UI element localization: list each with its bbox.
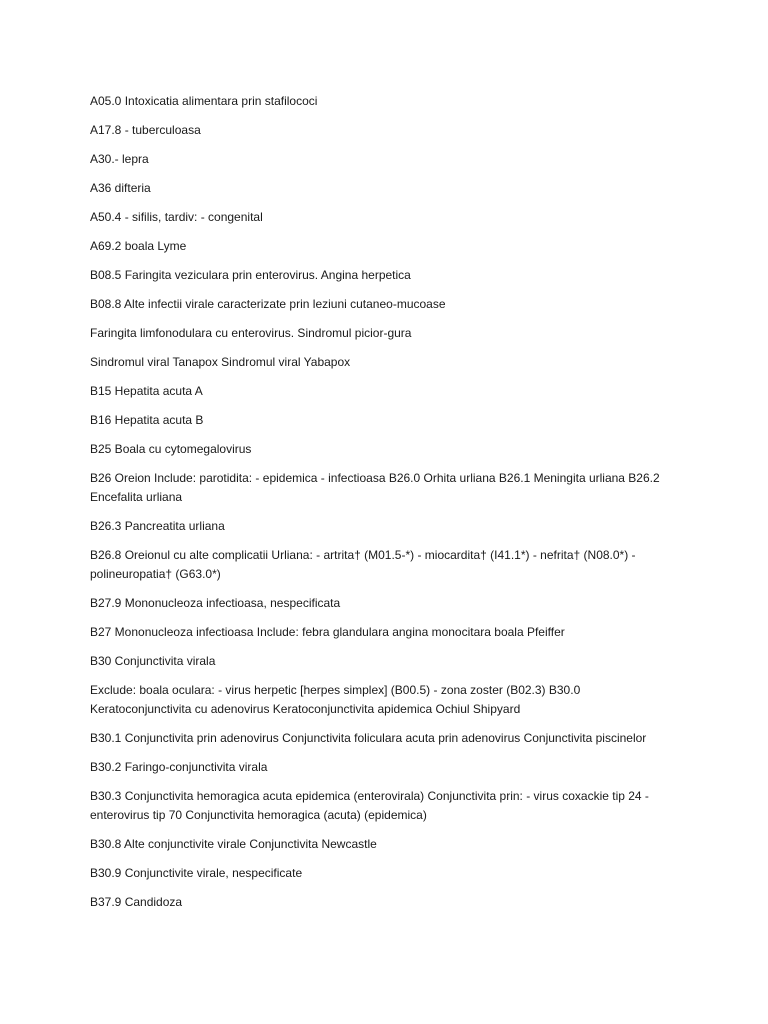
paragraph: B26.8 Oreionul cu alte complicatii Urliana: - artrita† (M01.5-*) - miocardita† (I41.1*) - nefrita† (N08.0*) - polineuropatia† (G63.0*) <box>90 548 636 581</box>
paragraph: B37.9 Candidoza <box>90 895 183 909</box>
paragraph: B30.9 Conjunctivite virale, nespecificate <box>90 866 303 880</box>
paragraph: A30.- lepra <box>90 152 149 166</box>
paragraph: A69.2 boala Lyme <box>90 239 187 253</box>
paragraph: B26 Oreion Include: parotidita: - epidemica - infectioasa B26.0 Orhita urliana B26.1 Meningita urliana B26.2 Encefalita urliana <box>90 471 660 504</box>
paragraph: B25 Boala cu cytomegalovirus <box>90 442 252 456</box>
paragraph: B26.3 Pancreatita urliana <box>90 519 225 533</box>
document-body <box>90 92 682 922</box>
paragraph: Exclude: boala oculara: - virus herpetic [herpes simplex] (B00.5) - zona zoster (B02.3) B30.0 Keratoconjunctivita cu adenovirus Keratoconjunctivita apidemica Ochiul Shipyard <box>90 683 581 716</box>
paragraph: B27.9 Mononucleoza infectioasa, nespecificata <box>90 596 341 610</box>
paragraph: B16 Hepatita acuta B <box>90 413 204 427</box>
paragraph: B30.3 Conjunctivita hemoragica acuta epidemica (enterovirala) Conjunctivita prin: - virus coxackie tip 24 - enterovirus tip 70 Conjunctivita hemoragica (acuta) (epidemica) <box>90 789 649 822</box>
paragraph: A05.0 Intoxicatia alimentara prin stafilococi <box>90 94 318 108</box>
paragraph: B30.2 Faringo-conjunctivita virala <box>90 760 268 774</box>
paragraph: Sindromul viral Tanapox Sindromul viral Yabapox <box>90 355 351 369</box>
paragraph: B27 Mononucleoza infectioasa Include: febra glandulara angina monocitara boala Pfeiffer <box>90 625 565 639</box>
paragraph: B15 Hepatita acuta A <box>90 384 203 398</box>
paragraph: B08.8 Alte infectii virale caracterizate prin leziuni cutaneo-mucoase <box>90 297 446 311</box>
paragraph: B30.8 Alte conjunctivite virale Conjunctivita Newcastle <box>90 837 377 851</box>
paragraph: A36 difteria <box>90 181 151 195</box>
paragraph: B30 Conjunctivita virala <box>90 654 216 668</box>
paragraph: B08.5 Faringita veziculara prin enterovirus. Angina herpetica <box>90 268 411 282</box>
paragraph: B30.1 Conjunctivita prin adenovirus Conjunctivita foliculara acuta prin adenovirus Conjunctivita piscinelor <box>90 731 647 745</box>
paragraph: A17.8 - tuberculoasa <box>90 123 201 137</box>
paragraph: Faringita limfonodulara cu enterovirus. Sindromul picior-gura <box>90 326 412 340</box>
paragraph: A50.4 - sifilis, tardiv: - congenital <box>90 210 263 224</box>
